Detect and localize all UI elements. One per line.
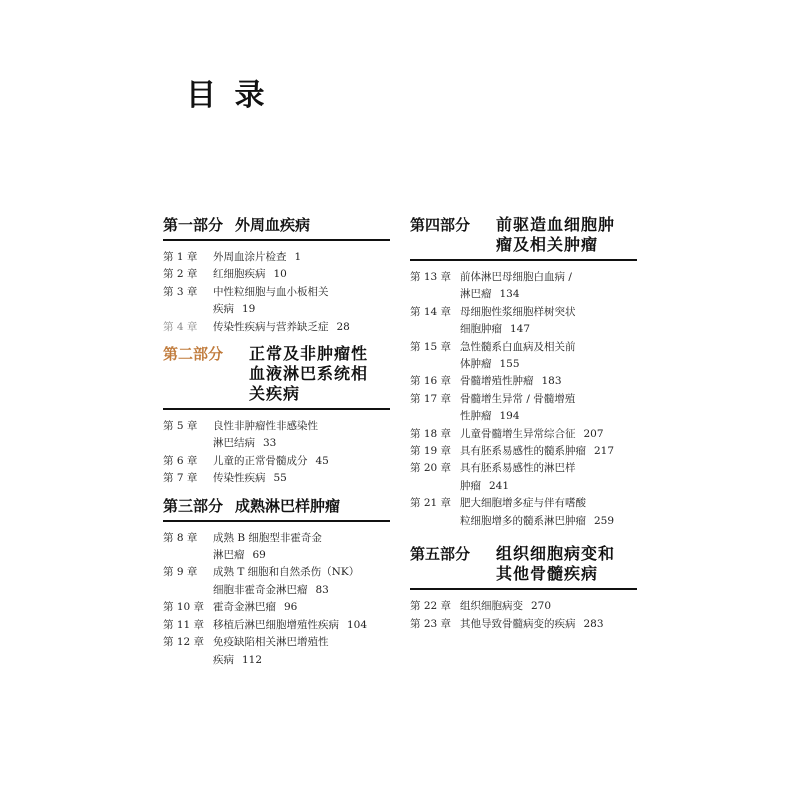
page-number: 112	[242, 653, 263, 666]
chapter-number: 第 23 章	[410, 617, 452, 630]
chapter-title: 传染性疾病与营养缺乏症	[213, 320, 329, 333]
chapter-entry[interactable]	[163, 453, 390, 470]
chapter-title: 其他导致骨髓病变的疾病	[460, 617, 576, 630]
chapter-number: 第 2 章	[163, 268, 198, 281]
chapter-number: 第 11 章	[163, 618, 205, 631]
page-number: 83	[315, 583, 329, 596]
chapter-title: 骨髓增殖性肿瘤	[460, 375, 534, 388]
chapter-title: 前体淋巴母细胞白血病 /	[460, 271, 572, 283]
chapter-title: 疾病	[213, 653, 234, 666]
part-heading	[410, 215, 637, 261]
chapter-title: 淋巴瘤	[460, 288, 492, 301]
page-title: 目 录	[186, 78, 269, 113]
page-number: 10	[273, 268, 287, 281]
chapter-entry[interactable]	[410, 495, 637, 530]
toc-right-column	[410, 215, 637, 641]
chapter-title: 良性非肿瘤性非感染性	[213, 420, 318, 433]
page-number: 69	[252, 549, 266, 562]
chapter-title: 粒细胞增多的髓系淋巴肿瘤	[460, 514, 586, 527]
chapter-number: 第 16 章	[410, 375, 452, 388]
page-number: 134	[499, 288, 520, 301]
chapter-entry[interactable]	[410, 616, 637, 633]
chapter-entry[interactable]	[163, 599, 390, 616]
chapter-title: 成熟 B 细胞型非霍奇金	[213, 531, 322, 544]
chapter-number: 第 13 章	[410, 271, 452, 283]
chapter-title: 儿童的正常骨髓成分	[213, 454, 308, 467]
chapter-number: 第 9 章	[163, 566, 198, 579]
chapter-title: 骨髓增生异常 / 骨髓增殖	[460, 392, 576, 405]
part-number: 第三部分	[163, 496, 224, 515]
page-number: 33	[263, 437, 277, 450]
page-number: 183	[541, 375, 562, 388]
page-number: 147	[510, 323, 531, 336]
chapter-entry[interactable]	[410, 391, 637, 426]
chapter-number: 第 21 章	[410, 497, 452, 510]
chapter-entry[interactable]	[410, 426, 637, 443]
chapter-title: 具有胚系易感性的髓系肿瘤	[460, 445, 586, 458]
chapter-number: 第 18 章	[410, 427, 452, 440]
chapter-number: 第 17 章	[410, 392, 452, 405]
chapter-title: 成熟 T 细胞和自然杀伤（NK）	[213, 566, 360, 579]
page-number: 207	[583, 427, 604, 440]
chapter-number: 第 10 章	[163, 601, 205, 614]
chapter-entry[interactable]	[163, 530, 390, 565]
page-number: 104	[347, 618, 368, 631]
part-title: 前驱造血细胞肿 瘤及相关肿瘤	[496, 215, 616, 254]
chapter-number: 第 7 章	[163, 472, 198, 485]
chapter-number: 第 20 章	[410, 462, 452, 475]
toc-part-5	[410, 544, 637, 633]
chapter-title: 母细胞性浆细胞样树突状	[460, 305, 576, 318]
chapter-entry[interactable]	[410, 460, 637, 495]
chapter-entry[interactable]	[163, 634, 390, 669]
chapter-entry[interactable]	[163, 418, 390, 453]
chapter-entry[interactable]	[163, 470, 390, 487]
chapter-title: 淋巴结病	[213, 437, 255, 450]
page-number: 194	[499, 410, 520, 423]
page-number: 155	[499, 358, 520, 371]
toc-left-column	[163, 215, 390, 677]
part-heading	[163, 215, 390, 241]
chapter-title: 疾病	[213, 303, 234, 316]
chapter-title: 体肿瘤	[460, 358, 492, 371]
page-number: 283	[583, 617, 604, 630]
chapter-title: 儿童骨髓增生异常综合征	[460, 427, 576, 440]
part-title: 外周血疾病	[235, 216, 311, 234]
chapter-entry[interactable]	[163, 266, 390, 283]
chapter-entry[interactable]	[410, 598, 637, 615]
page-number: 28	[336, 320, 350, 333]
chapter-entry[interactable]	[410, 443, 637, 460]
chapter-title: 细胞肿瘤	[460, 323, 502, 336]
chapter-title: 组织细胞病变	[460, 600, 523, 613]
page-number: 217	[594, 445, 615, 458]
chapter-title: 细胞非霍奇金淋巴瘤	[213, 583, 308, 596]
page-number: 1	[294, 251, 302, 263]
part-title: 组织细胞病变和 其他骨髓疾病	[496, 544, 616, 584]
chapter-title: 外周血涂片检查	[213, 251, 287, 263]
chapter-number: 第 8 章	[163, 531, 198, 544]
chapter-title: 霍奇金淋巴瘤	[213, 601, 276, 614]
toc-part-2	[163, 344, 390, 488]
page-number: 96	[284, 601, 298, 614]
chapter-entry[interactable]	[163, 319, 390, 336]
chapter-title: 淋巴瘤	[213, 549, 245, 562]
chapter-number: 第 15 章	[410, 340, 452, 353]
chapter-entry[interactable]	[410, 373, 637, 390]
chapter-title: 急性髓系白血病及相关前	[460, 340, 576, 353]
toc-part-4	[410, 215, 637, 530]
chapter-title: 具有胚系易感性的淋巴样	[460, 462, 576, 475]
chapter-title: 中性粒细胞与血小板相关	[213, 285, 329, 298]
chapter-title: 肿瘤	[460, 479, 481, 492]
page-number: 19	[242, 303, 256, 316]
page-number: 259	[594, 514, 615, 527]
chapter-entry[interactable]	[410, 304, 637, 339]
chapter-title: 红细胞疾病	[213, 268, 266, 281]
page-number: 241	[489, 479, 510, 492]
chapter-entry[interactable]	[163, 617, 390, 634]
chapter-number: 第 22 章	[410, 600, 452, 613]
page-number: 270	[531, 600, 552, 613]
chapter-title: 肥大细胞增多症与伴有嗜酸	[460, 497, 586, 510]
chapter-title: 免疫缺陷相关淋巴增殖性	[213, 636, 329, 649]
chapter-entry[interactable]	[163, 564, 390, 599]
part-title: 正常及非肿瘤性 血液淋巴系统相 关疾病	[249, 344, 369, 404]
chapter-title: 性肿瘤	[460, 410, 492, 423]
chapter-entry[interactable]	[163, 249, 390, 266]
page-number: 55	[273, 472, 287, 485]
part-heading	[163, 344, 390, 410]
chapter-title: 传染性疾病	[213, 472, 266, 485]
chapter-entry[interactable]	[410, 339, 637, 374]
part-heading	[163, 496, 390, 522]
toc-part-3	[163, 496, 390, 669]
part-number: 第四部分	[410, 216, 471, 234]
chapter-number: 第 19 章	[410, 445, 452, 458]
chapter-title: 移植后淋巴细胞增殖性疾病	[213, 618, 339, 631]
page-number: 45	[315, 454, 329, 467]
chapter-number: 第 4 章	[163, 320, 198, 333]
chapter-number: 第 5 章	[163, 420, 198, 433]
chapter-number: 第 14 章	[410, 305, 452, 318]
part-heading	[410, 544, 637, 590]
chapter-number: 第 3 章	[163, 285, 198, 298]
chapter-entry[interactable]	[410, 269, 637, 304]
chapter-number: 第 12 章	[163, 636, 205, 649]
chapter-number: 第 6 章	[163, 454, 198, 467]
part-number: 第一部分	[163, 216, 224, 234]
part-title: 成熟淋巴样肿瘤	[235, 496, 341, 515]
part-number: 第二部分	[163, 345, 224, 364]
chapter-number: 第 1 章	[163, 251, 198, 263]
part-number: 第五部分	[410, 545, 471, 564]
chapter-entry[interactable]	[163, 284, 390, 319]
toc-part-1	[163, 215, 390, 336]
